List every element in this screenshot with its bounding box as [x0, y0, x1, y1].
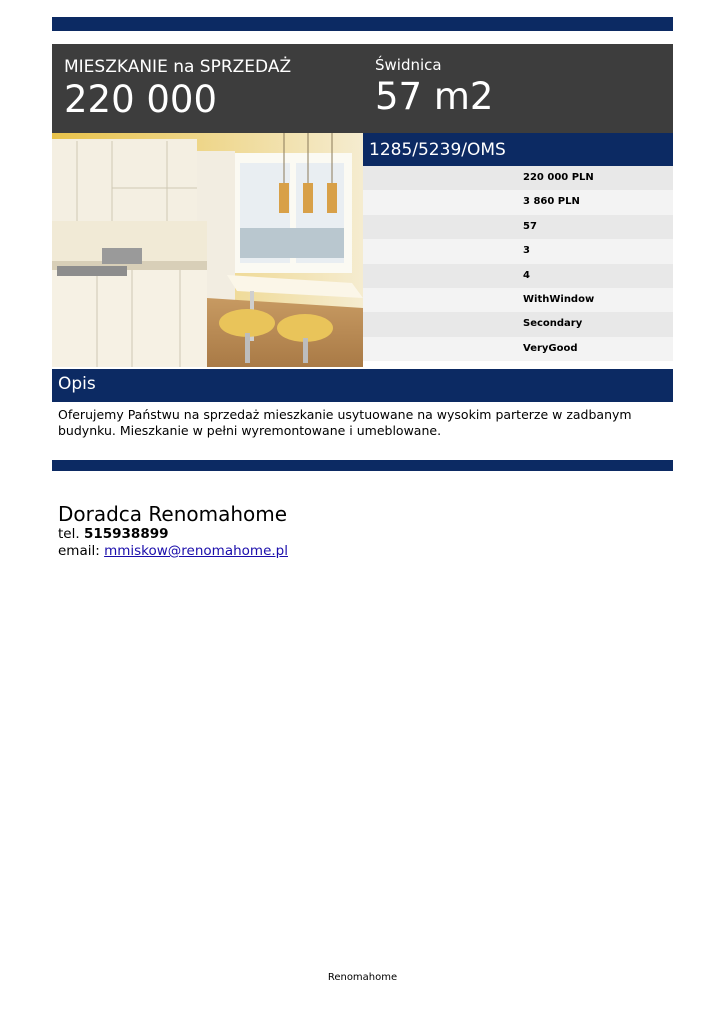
param-rooms: 3: [523, 245, 530, 257]
reference-number: 1285/5239/OMS: [363, 133, 673, 166]
description-text: Oferujemy Państwu na sprzedaż mieszkanie usytuowane na wysokim parterze w zadbanym budynku. Mieszkanie w pełni wyremontowane i umeblowane.: [58, 407, 632, 438]
param-row: [363, 264, 673, 288]
listing-type: MIESZKANIE na SPRZEDAŻ: [64, 57, 292, 77]
email-label: email:: [58, 543, 100, 559]
agent-phone-line: [58, 526, 288, 543]
listing-price: 220 000: [64, 78, 218, 121]
params-table: [363, 166, 673, 361]
param-row: [363, 288, 673, 312]
param-market: Secondary: [523, 318, 583, 330]
listing-area: 57 m2: [375, 75, 494, 118]
agent-title: Doradca Renomahome: [58, 502, 288, 526]
param-row: [363, 239, 673, 263]
param-floors: 4: [523, 269, 530, 281]
param-row: [363, 215, 673, 239]
listing-city: Świdnica: [375, 56, 442, 74]
param-row: [363, 166, 673, 190]
param-price: 220 000 PLN: [523, 172, 594, 183]
middle-divider-bar: [52, 460, 673, 471]
listing-header: [52, 44, 673, 133]
param-row: [363, 337, 673, 361]
param-kitchen: WithWindow: [523, 293, 595, 305]
property-photo: [52, 133, 363, 367]
param-row: [363, 312, 673, 336]
param-price-per-m2: 3 860 PLN: [523, 196, 580, 208]
param-row: [363, 190, 673, 214]
agent-phone: 515938899: [83, 526, 169, 542]
top-divider-bar: [52, 17, 673, 31]
description-heading: Opis: [52, 369, 673, 402]
agent-contact: [58, 502, 288, 560]
agent-email-link[interactable]: mmiskow@renomahome.pl: [104, 543, 288, 559]
param-condition: VeryGood: [523, 342, 578, 354]
footer-text: Renomahome: [327, 972, 398, 983]
agent-email-line: [58, 543, 288, 560]
param-area: 57: [523, 220, 537, 232]
tel-label: tel.: [58, 526, 80, 542]
